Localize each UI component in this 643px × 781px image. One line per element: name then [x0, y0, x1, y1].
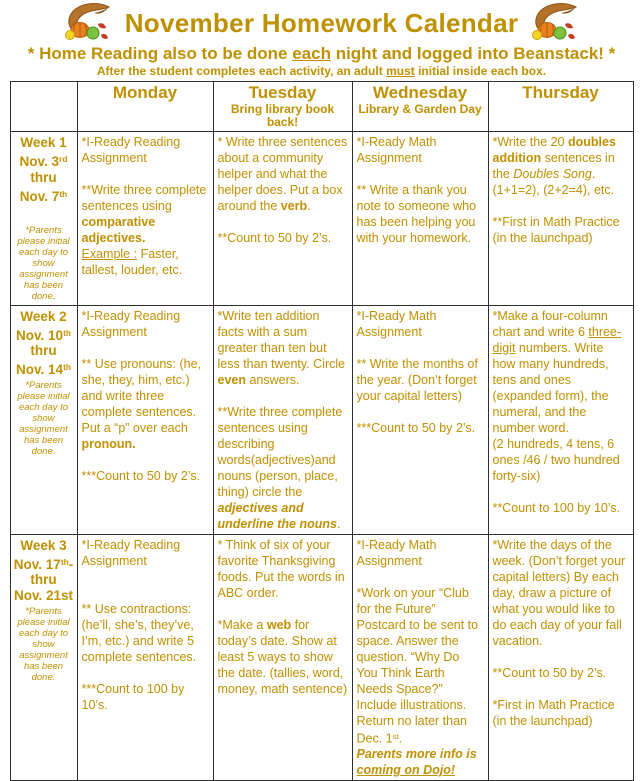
week1-tuesday-cell: * Write three sentences about a community helper and what the helper does. Put a box around the verb. **Count to 50 by 2’s.	[213, 132, 352, 306]
week2-dates: Week 2 Nov. 10th thru Nov. 14th	[16, 308, 71, 378]
thursday-label: Thursday	[522, 83, 599, 102]
adult-initial-note: After the student completes each activity, an adult must initial inside each box.	[96, 64, 547, 78]
week1-label-cell	[10, 132, 77, 306]
week3-parents-note: *Parents please initial each day to show assignment has been done.	[17, 606, 70, 684]
cornucopia-icon	[532, 2, 578, 44]
week3-dates: Week 3 Nov. 17th- thru Nov. 21st	[13, 537, 74, 604]
calendar-table	[10, 81, 634, 781]
week1-parents-note: *Parents please initial each day to show assignment has been done.	[17, 224, 70, 302]
week3-label-cell	[10, 534, 77, 780]
week2-wednesday-cell: *I-Ready Math Assignment ** Write the months of the year. (Don’t forget your capital letters) ***Count to 50 by 2’s.	[352, 305, 488, 534]
wednesday-label: Wednesday	[372, 83, 468, 102]
week3-row	[10, 534, 633, 780]
tuesday-label: Tuesday	[248, 83, 317, 102]
title-row	[0, 2, 643, 44]
week3-thursday-cell: *Write the days of the week. (Don’t forget your capital letters) By each day, draw a picture of what you would like to do each day of your fall vacation. **Count to 50 by 2’s. *First in Math Practice (in the launchpad)	[488, 534, 633, 780]
header-row	[10, 82, 633, 132]
week1-monday-cell: *I-Ready Reading Assignment **Write three complete sentences using comparative adjectives. Example : Faster, tallest, louder, etc.	[77, 132, 213, 306]
week2-row	[10, 305, 633, 534]
week2-parents-note: *Parents please initial each day to show assignment has been done.	[17, 380, 70, 458]
corner-cell	[10, 82, 77, 132]
week2-thursday-cell: *Make a four-column chart and write 6 three-digit numbers. Write how many hundreds, tens and ones (expanded form), the numeral, and the number word. (2 hundreds, 4 tens, 6 ones /46 / two hundred forty-six) **Count to 100 by 10’s.	[488, 305, 633, 534]
page-title: November Homework Calendar	[124, 7, 519, 38]
week3-wednesday-cell: *I-Ready Math Assignment *Work on your “Club for the Future” Postcard to be sent to space. Answer the question. “Why Do You Think Earth Needs Space?” Include illustrations. Return no later than Dec. 1st. Parents more info is coming on Dojo!	[352, 534, 488, 780]
week1-wednesday-cell: *I-Ready Math Assignment ** Write a thank you note to someone who has been helping you with your homework.	[352, 132, 488, 306]
week3-tuesday-cell: * Think of six of your favorite Thanksgiving foods. Put the words in ABC order. *Make a web for today’s date. Show at least 5 ways to show the date. (tallies, word, money, math sentence)	[213, 534, 352, 780]
week2-label-cell	[10, 305, 77, 534]
homework-calendar-page	[0, 2, 643, 781]
week1-row	[10, 132, 633, 306]
cornucopia-icon	[65, 2, 111, 44]
wednesday-note: Library & Garden Day	[358, 102, 482, 116]
week1-thursday-cell: *Write the 20 doubles addition sentences in the Doubles Song. (1+1=2), (2+2=4), etc. **First in Math Practice (in the launchpad)	[488, 132, 633, 306]
header-thursday	[488, 82, 633, 132]
header-wednesday	[352, 82, 488, 132]
tuesday-note: Bring library book back!	[230, 102, 335, 129]
header-monday	[77, 82, 213, 132]
header-tuesday	[213, 82, 352, 132]
week2-tuesday-cell: *Write ten addition facts with a sum greater than ten but less than twenty. Circle even answers. **Write three complete sentences using describing words(adjectives)and nouns (person, place, thing) circle the adjectives and underline the nouns.	[213, 305, 352, 534]
home-reading-note: * Home Reading also to be done each night and logged into Beanstack! *	[27, 44, 616, 63]
week3-monday-cell: *I-Ready Reading Assignment ** Use contractions: (he’ll, she’s, they’ve, I’m, etc.) and write 5 complete sentences. ***Count to 100 by 10’s.	[77, 534, 213, 780]
week2-monday-cell: *I-Ready Reading Assignment ** Use pronouns: (he, she, they, him, etc.) and write three complete sentences. Put a “p” over each pronoun. ***Count to 50 by 2’s.	[77, 305, 213, 534]
week1-dates: Week 1 Nov. 3rd thru Nov. 7th	[19, 135, 68, 204]
monday-label: Monday	[112, 83, 178, 102]
